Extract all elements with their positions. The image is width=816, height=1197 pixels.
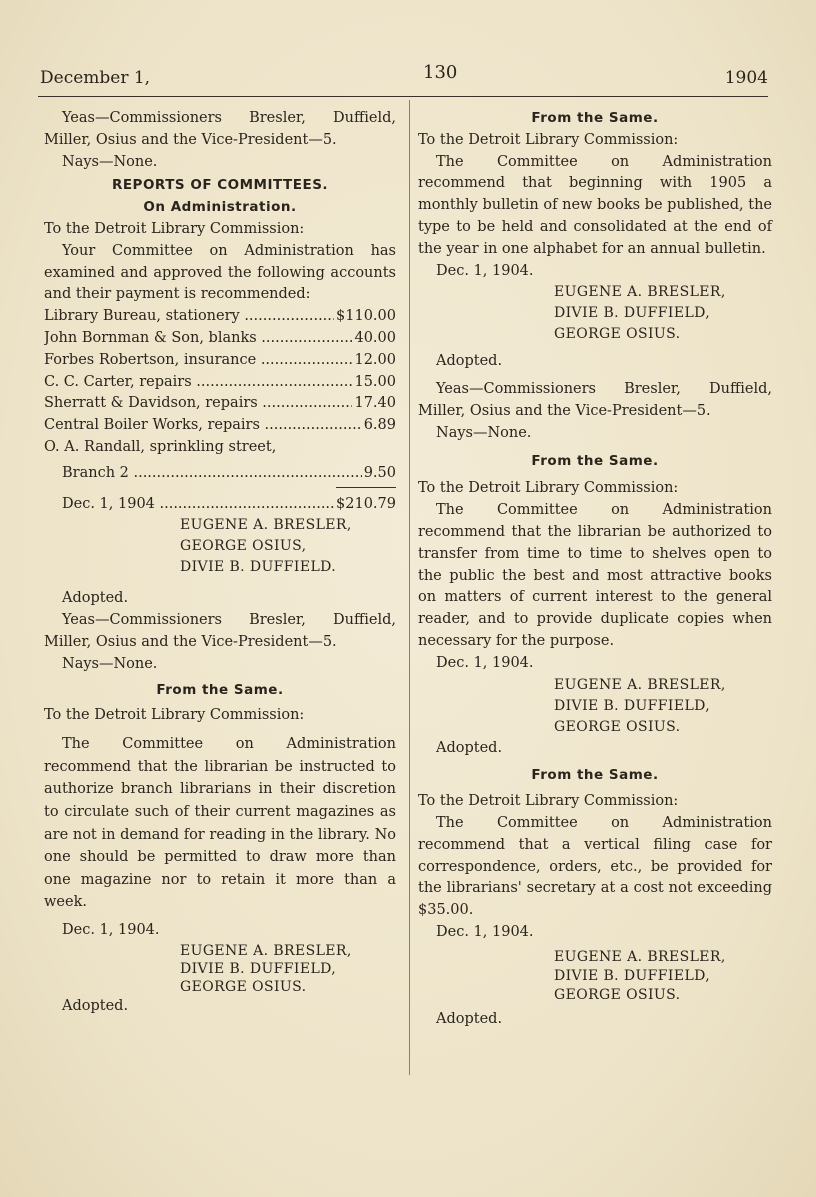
page-header bbox=[40, 62, 768, 98]
account-row bbox=[44, 372, 396, 394]
account-amount: 40.00 bbox=[354, 329, 396, 346]
total-date: Dec. 1, 1904 ..... bbox=[62, 494, 334, 516]
signatures bbox=[44, 515, 396, 578]
account-label: John Bornman & Son, blanks ..... bbox=[44, 328, 352, 350]
on-administration-heading: On Administration. bbox=[143, 199, 297, 216]
account-amount: 12.00 bbox=[354, 351, 396, 368]
yeas-vote: Yeas—Commissioners Bresler, Duffield, Miller, Osius and the Vice-President—5. bbox=[44, 612, 396, 650]
signature-line: DIVIE B. DUFFIELD, bbox=[554, 697, 711, 714]
account-amount: 6.89 bbox=[363, 417, 396, 434]
header-year: 1904 bbox=[724, 68, 768, 88]
account-label: Central Boiler Works, repairs ..... bbox=[44, 415, 362, 437]
account-row bbox=[44, 328, 396, 350]
signature-line: DIVIE B. DUFFIELD, bbox=[554, 305, 711, 322]
resolution-text: The Committee on Administration recommend that a vertical filing case for correspondence, orders, etc., be provided for the librarians' secretary at a cost not exceeding $35.00. bbox=[418, 814, 772, 919]
account-row bbox=[44, 393, 396, 415]
signature-line: DIVIE B. DUFFIELD, bbox=[554, 967, 711, 984]
signatures bbox=[418, 675, 772, 738]
total-rule bbox=[336, 487, 396, 488]
account-row bbox=[44, 350, 396, 372]
resolution-text: The Committee on Administration recommend that the librarian be instructed to authorize branch librarians in their discretion to circulate such of their current magazines as are not in demand for reading in the library. No one should be permitted to draw more than one magazine nor to retain it more than a week. bbox=[44, 736, 396, 911]
account-amount: 9.50 bbox=[363, 464, 396, 481]
signature-line: EUGENE A. BRESLER, bbox=[180, 942, 352, 959]
accounts-list bbox=[44, 306, 396, 515]
signature-line: EUGENE A. BRESLER, bbox=[180, 517, 352, 534]
signature-line: GEORGE OSIUS. bbox=[180, 978, 307, 995]
total-amount: $210.79 bbox=[336, 495, 396, 512]
nays-vote: Nays—None. bbox=[62, 153, 158, 170]
signature-line: EUGENE A. BRESLER, bbox=[554, 284, 726, 301]
signature-line: GEORGE OSIUS. bbox=[554, 718, 681, 735]
column-divider bbox=[409, 100, 410, 1075]
resolution-text: The Committee on Administration recommend that the librarian be authorized to transfer from time to time to shelves open to the public the best and most attractive books on matters of current interest to the general reader, and to provide duplicate copies when necessary for the purpose. bbox=[418, 502, 772, 649]
account-amount: 17.40 bbox=[354, 395, 396, 412]
signature-line: EUGENE A. BRESLER, bbox=[554, 948, 726, 965]
from-the-same-heading: From the Same. bbox=[531, 452, 659, 469]
adopted-note: Adopted. bbox=[436, 1010, 503, 1027]
adopted-note: Adopted. bbox=[436, 353, 503, 370]
account-amount: $110.00 bbox=[336, 308, 396, 325]
adopted-note: Adopted. bbox=[436, 739, 503, 756]
account-label: C. C. Carter, repairs ..... bbox=[44, 372, 352, 394]
from-the-same-heading: From the Same. bbox=[156, 681, 284, 698]
resolution-date: Dec. 1, 1904. bbox=[436, 923, 534, 940]
salutation: To the Detroit Library Commission: bbox=[418, 131, 679, 148]
adopted-note: Adopted. bbox=[62, 997, 129, 1014]
resolution-date: Dec. 1, 1904. bbox=[62, 921, 160, 938]
resolution-date: Dec. 1, 1904. bbox=[436, 262, 534, 279]
yeas-vote: Yeas—Commissioners Bresler, Duffield, Miller, Osius and the Vice-President—5. bbox=[418, 381, 772, 419]
header-date: December 1, bbox=[40, 68, 151, 88]
signature-line: GEORGE OSIUS. bbox=[554, 986, 681, 1003]
resolution-date: Dec. 1, 1904. bbox=[436, 654, 534, 671]
signatures bbox=[418, 948, 772, 1005]
from-the-same-heading: From the Same. bbox=[531, 767, 659, 784]
signature-line: GEORGE OSIUS, bbox=[180, 538, 307, 555]
signature-line: GEORGE OSIUS. bbox=[554, 326, 681, 343]
signatures bbox=[44, 942, 396, 996]
signatures bbox=[418, 282, 772, 345]
signature-line: EUGENE A. BRESLER, bbox=[554, 676, 726, 693]
total-row bbox=[44, 494, 396, 516]
salutation: To the Detroit Library Commission: bbox=[44, 707, 305, 724]
randall-line: O. A. Randall, sprinkling street, bbox=[44, 438, 277, 455]
account-label: Sherratt & Davidson, repairs ..... bbox=[44, 393, 352, 415]
resolution-text: The Committee on Administration recommend that beginning with 1905 a monthly bulletin of new books be published, the type to be held and consolidated at the end of the year in one alphabet for an annual bulletin. bbox=[418, 153, 772, 257]
header-rule bbox=[38, 96, 768, 97]
account-row bbox=[44, 415, 396, 437]
account-label: Forbes Robertson, insurance ..... bbox=[44, 350, 352, 372]
from-the-same-heading: From the Same. bbox=[531, 110, 659, 126]
signature-line: DIVIE B. DUFFIELD, bbox=[180, 960, 337, 977]
account-row bbox=[44, 463, 396, 485]
salutation: To the Detroit Library Commission: bbox=[418, 793, 679, 810]
salutation: To the Detroit Library Commission: bbox=[44, 220, 305, 237]
nays-vote: Nays—None. bbox=[436, 424, 532, 441]
right-column bbox=[418, 108, 772, 1031]
adopted-note: Adopted. bbox=[62, 590, 129, 607]
salutation: To the Detroit Library Commission: bbox=[418, 480, 679, 497]
reports-heading: REPORTS OF COMMITTEES. bbox=[111, 177, 329, 194]
nays-vote: Nays—None. bbox=[62, 655, 158, 672]
account-row bbox=[44, 306, 396, 328]
account-label: Branch 2 ..... bbox=[62, 463, 362, 485]
account-amount: 15.00 bbox=[354, 373, 396, 390]
accounts-intro: Your Committee on Administration has examined and approved the following accounts and their payment is recommended: bbox=[44, 242, 396, 303]
account-label: Library Bureau, stationery ..... bbox=[44, 306, 334, 328]
left-column bbox=[44, 108, 396, 1017]
yeas-vote: Yeas—Commissioners Bresler, Duffield, Miller, Osius and the Vice-President—5. bbox=[44, 110, 396, 148]
page-number: 130 bbox=[423, 62, 458, 83]
signature-line: DIVIE B. DUFFIELD. bbox=[180, 559, 337, 576]
